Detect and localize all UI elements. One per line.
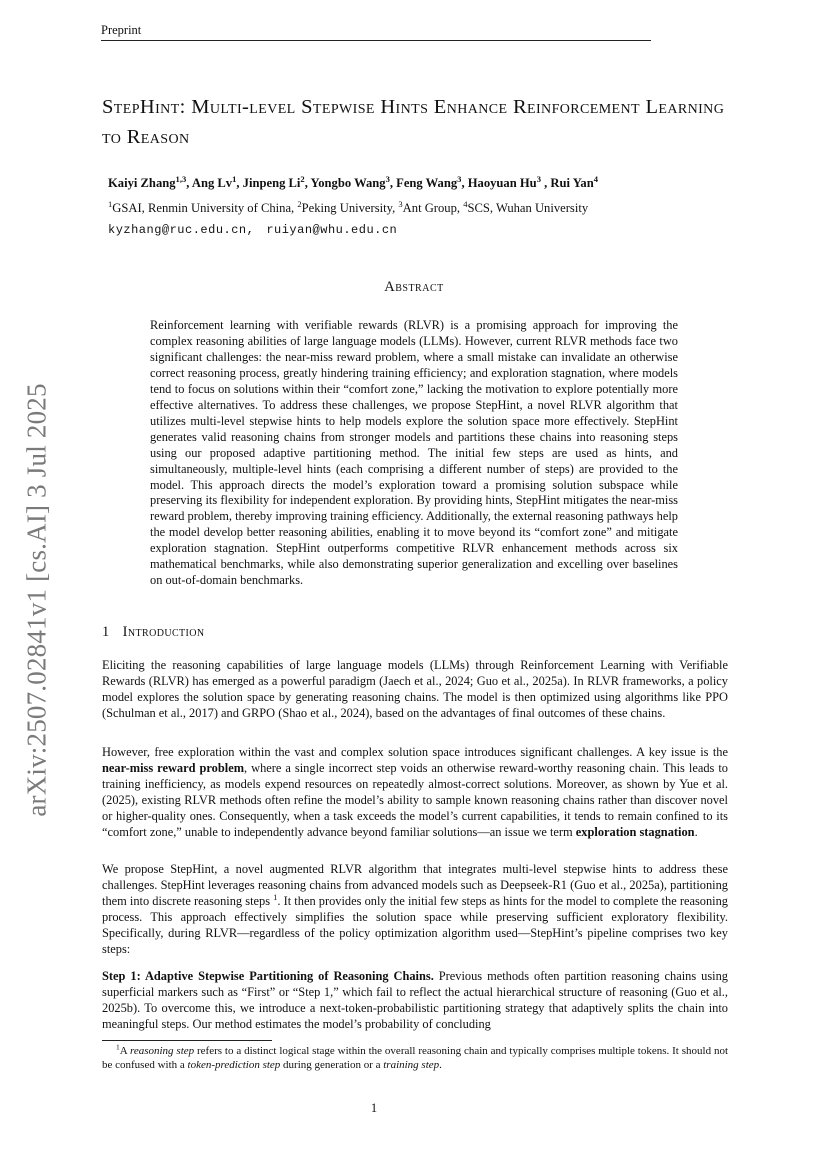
footnote-rule xyxy=(102,1040,272,1041)
author: Feng Wang$^3$ xyxy=(396,173,462,190)
author: Jinpeng Li$^2$ xyxy=(242,173,305,190)
author: Haoyuan Hu$^3$ xyxy=(467,173,541,190)
arxiv-stamp: arXiv:2507.02841v1 [cs.AI] 3 Jul 2025 xyxy=(21,383,52,817)
paragraph: We propose StepHint, a novel augmented RLVR algorithm that integrates multi-level stepwise hints to address these challenges. StepHint leverages reasoning chains from advanced models such as Deepseek-R1 (Guo et al., 2025a), partitioning them into discrete reasoning steps $^1$. It then provides only the initial few steps as hints for the model to complete the reasoning process. This approach effectively simplifies the solution space while preserving sufficient exploratory flexibility. Specifically, during RLVR—regardless of the policy optimization algorithm used—StepHint’s pipeline comprises two key steps: xyxy=(102,862,728,956)
author: Kaiyi Zhang$^{1,3}$ xyxy=(108,173,187,190)
section-title: Introduction xyxy=(122,624,205,640)
author-list: Kaiyi Zhang$^{1,3}$, Ang Lv$^1$, Jinpeng Li$^2$, Yongbo Wang$^3$, Feng Wang$^3$, Haoyuan Hu$^3$ , Rui Yan$^4$ xyxy=(108,173,598,190)
section-number: 1 xyxy=(102,624,110,640)
abstract-heading: Abstract xyxy=(384,279,444,295)
running-header: Preprint xyxy=(101,23,142,37)
author-emails xyxy=(108,223,409,237)
affiliations: $^1$GSAI, Renmin University of China, $^2$Peking University, $^3$Ant Group, $^4$SCS, Wuhan University xyxy=(108,198,589,215)
section-heading xyxy=(102,624,205,641)
email-link[interactable]: kyzhang@ruc.edu.cn, xyxy=(108,223,255,237)
step-heading: Step 1: Adaptive Stepwise Partitioning of Reasoning Chains. xyxy=(102,969,434,983)
paragraph: However, free exploration within the vast and complex solution space introduces significant challenges. A key issue is the near-miss reward problem, where a single incorrect step voids an otherwise reward-worthy reasoning chain. This leads to training inefficiency, as models expend resources on repeatedly almost-correct solutions. Moreover, as shown by Yue et al. (2025), existing RLVR methods often refine the model’s ability to sample known reasoning chains rather than discover novel or higher-quality ones. Consequently, when a task exceeds the model’s current capabilities, it tends to remain confined to its “comfort zone,” unable to independently advance beyond familiar solutions—an issue we term exploration stagnation. xyxy=(102,745,728,839)
header-rule xyxy=(101,40,651,41)
emphasis: exploration stagnation xyxy=(575,824,695,839)
paragraph: Eliciting the reasoning capabilities of large language models (LLMs) through Reinforcement Learning with Verifiable Rewards (RLVR) has emerged as a powerful paradigm (Jaech et al., 2024; Guo et al., 2025a). In RLVR frameworks, a policy model explores the solution space by generating reasoning chains. The model is then optimized using algorithms like PPO (Schulman et al., 2017) and GRPO (Shao et al., 2024), based on the advantages of final outcomes of these chains. xyxy=(102,658,728,720)
page-number: 1 xyxy=(370,1101,378,1115)
abstract-text: Reinforcement learning with verifiable rewards (RLVR) is a promising approach for improving the complex reasoning abilities of large language models (LLMs). However, current RLVR methods face two significant challenges: the near-miss reward problem, where a small mistake can invalidate an otherwise correct reasoning process, greatly hindering training efficiency; and exploration stagnation, where models tend to focus on solutions within their “comfort zone,” lacking the motivation to explore potentially more effective alternatives. To address these challenges, we propose StepHint, a novel RLVR algorithm that utilizes multi-level stepwise hints to help models explore the solution space more effectively. StepHint generates valid reasoning chains from stronger models and partitions these chains into reasoning steps using our proposed adaptive partitioning method. The initial few steps are used as hints, and simultaneously, multiple-level hints (each comprising a different number of steps) are provided to the model. This approach directs the model’s exploration toward a promising solution subspace while preserving its flexibility for independent exploration. By providing hints, StepHint mitigates the near-miss reward problem, thereby improving training efficiency. Additionally, the external reasoning pathways help the model develop better reasoning abilities, enabling it to move beyond its “comfort zone” and mitigate exploration stagnation. StepHint outperforms competitive RLVR enhancement methods across six mathematical benchmarks, while also demonstrating superior generalization and excelling over baselines on out-of-domain benchmarks. xyxy=(150,318,678,588)
emphasis: near-miss reward problem xyxy=(102,760,245,775)
author: Rui Yan$^4$ xyxy=(550,173,598,190)
paper-title: StepHint: Multi-level Stepwise Hints Enhance Reinforcement Learning to Reason xyxy=(102,96,725,148)
author: Ang Lv$^1$ xyxy=(191,173,237,190)
author: Yongbo Wang$^3$ xyxy=(310,173,390,190)
footnote-marker[interactable]: 1 xyxy=(273,891,278,902)
paragraph: Step 1: Adaptive Stepwise Partitioning of Reasoning Chains. Previous methods often partition reasoning chains using superficial markers such as “First” or “Step 1,” which fail to reflect the actual hierarchical structure of reasoning (Guo et al., 2025b). To overcome this, we introduce a next-token-probabilistic partitioning strategy that adaptively splits the chain into meaningful steps. Our method estimates the model’s probability of concluding xyxy=(102,969,728,1031)
footnote: $^1$A reasoning step refers to a distinct logical stage within the overall reasoning chain and typically comprises multiple tokens. It should not be confused with a token-prediction step during generation or a training step. xyxy=(102,1042,728,1072)
email-link[interactable]: ruiyan@whu.edu.cn xyxy=(266,223,398,237)
